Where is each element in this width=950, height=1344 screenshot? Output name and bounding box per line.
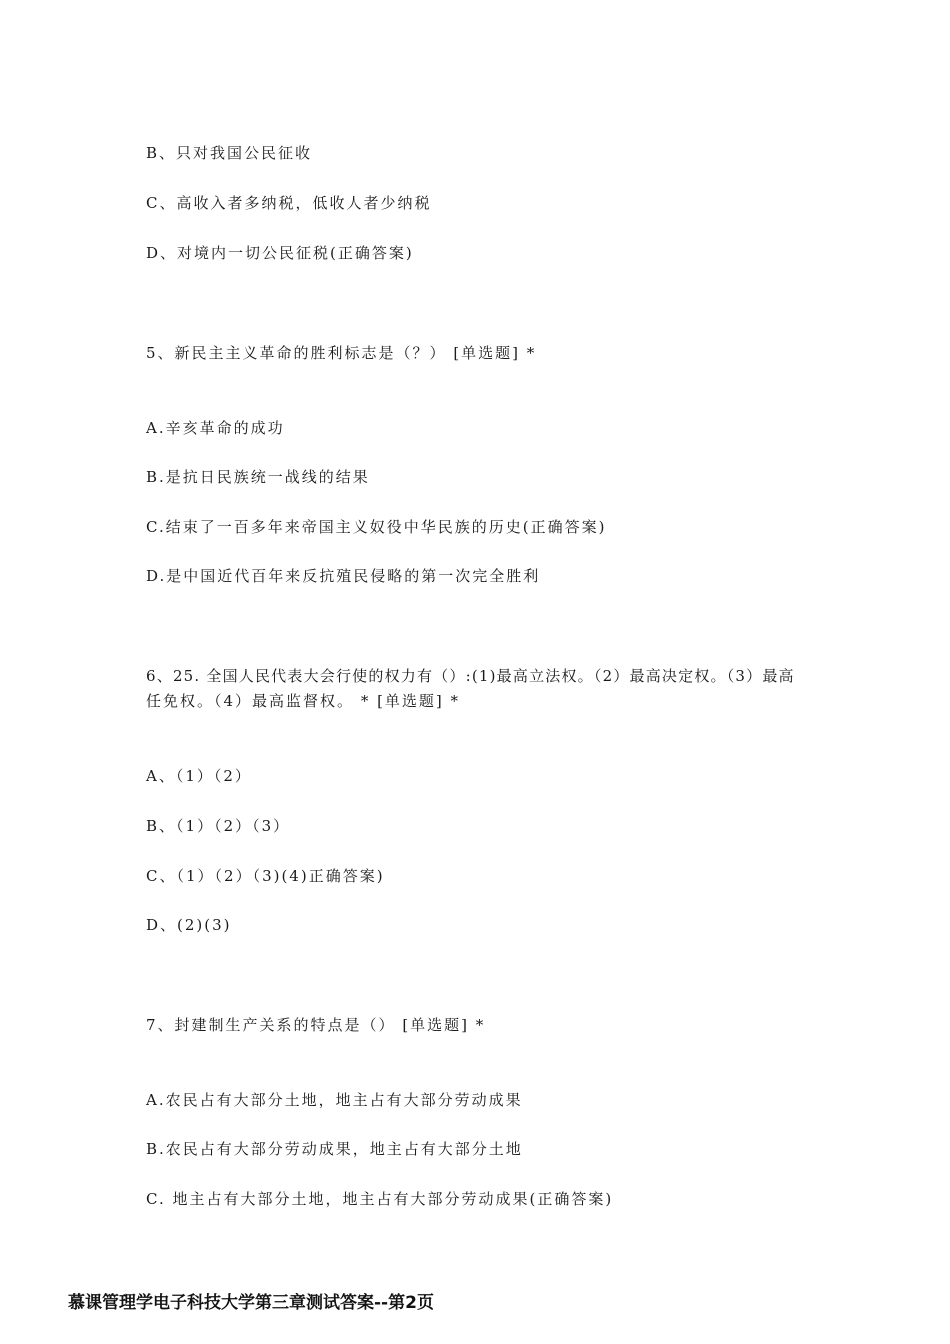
q6-option-a: A、（1）（2）	[146, 767, 252, 785]
q5-option-d: D.是中国近代百年来反抗殖民侵略的第一次完全胜利	[146, 567, 541, 585]
page-footer: 慕课管理学电子科技大学第三章测试答案--第2页	[68, 1293, 434, 1313]
q7-option-b: B.农民占有大部分劳动成果，地主占有大部分土地	[146, 1140, 523, 1158]
q5-option-a: A.辛亥革命的成功	[146, 419, 285, 437]
q4-option-d: D、对境内一切公民征税(正确答案)	[146, 244, 414, 262]
q5-stem: 5、新民主主义革命的胜利标志是（？） [单选题] *	[146, 344, 537, 362]
q6-option-b: B、（1）（2）（3）	[146, 817, 291, 835]
q5-option-c: C.结束了一百多年来帝国主义奴役中华民族的历史(正确答案)	[146, 518, 607, 536]
q7-option-c: C. 地主占有大部分土地，地主占有大部分劳动成果(正确答案)	[146, 1190, 614, 1208]
q4-option-c: C、高收入者多纳税，低收人者少纳税	[146, 194, 432, 212]
q7-stem: 7、封建制生产关系的特点是（） [单选题] *	[146, 1016, 486, 1034]
q4-option-b: B、只对我国公民征收	[146, 144, 313, 162]
q6-stem-line2: 任免权。（4）最高监督权。 * [单选题] *	[146, 692, 461, 710]
q5-option-b: B.是抗日民族统一战线的结果	[146, 468, 370, 486]
q7-option-a: A.农民占有大部分土地，地主占有大部分劳动成果	[146, 1091, 523, 1109]
q6-option-d: D、(2)(3)	[146, 916, 232, 934]
q6-stem-line1: 6、25. 全国人民代表大会行使的权力有（）:(1)最高立法权。（2）最高决定权。（3）最高	[146, 667, 795, 685]
q6-option-c: C、（1）（2）（3)(4)正确答案)	[146, 867, 385, 885]
